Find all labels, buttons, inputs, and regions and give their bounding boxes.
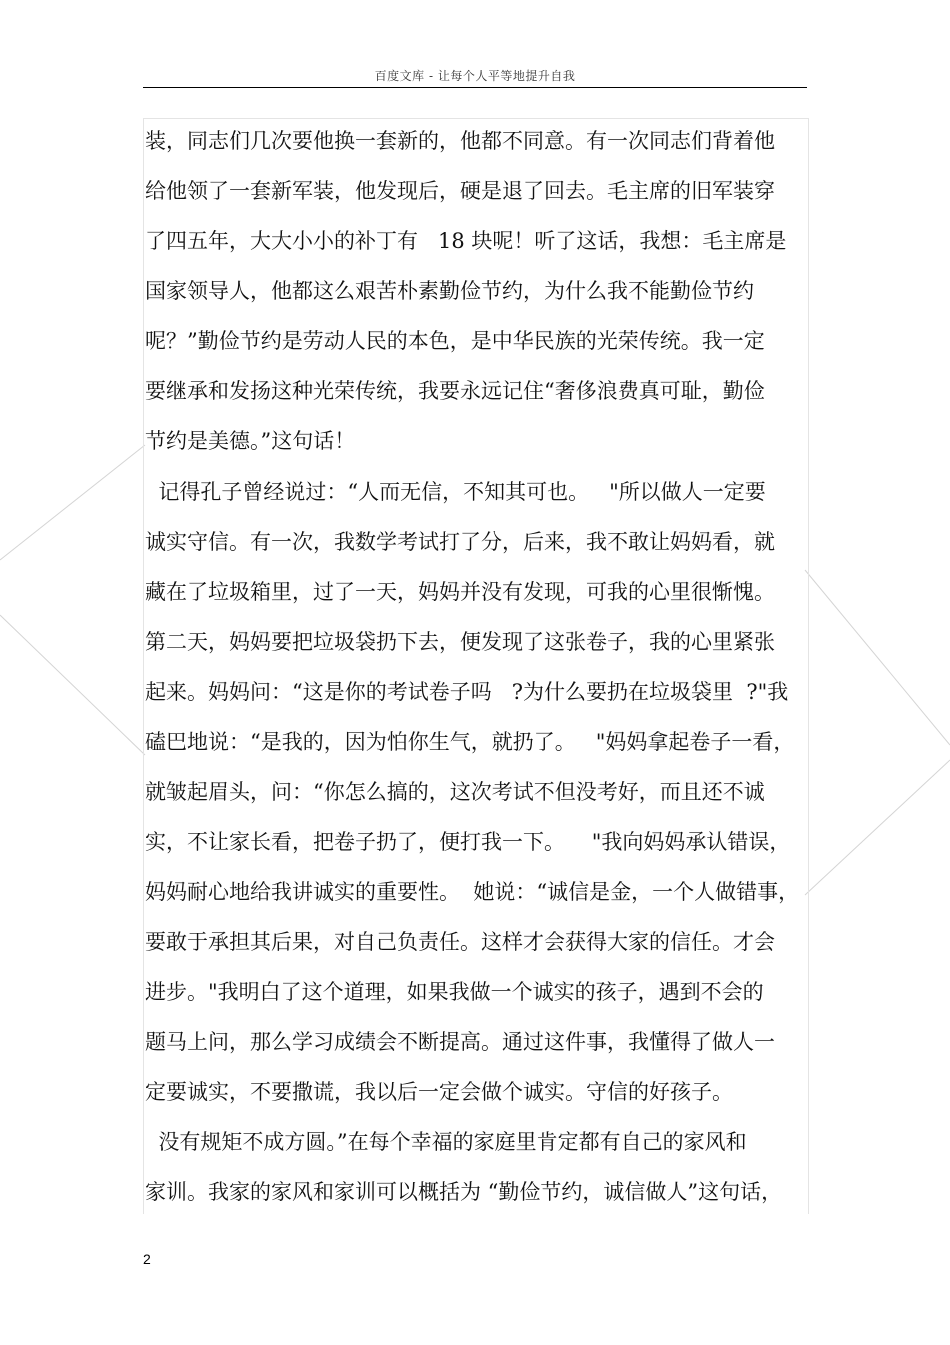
page-header	[143, 62, 807, 88]
body-line: 实，不让家长看，把卷子扔了，便打我一下。 "我向妈妈承认错误，	[145, 830, 791, 854]
body-line: 要敢于承担其后果，对自己负责任。这样才会获得大家的信任。才会	[145, 930, 775, 954]
watermark-line	[0, 445, 145, 560]
body-line: 呢？”勤俭节约是劳动人民的本色，是中华民族的光荣传统。我一定	[145, 329, 765, 353]
watermark-line	[805, 760, 950, 895]
body-line: 藏在了垃圾箱里，过了一天，妈妈并没有发现，可我的心里很惭愧。	[145, 580, 775, 604]
watermark-line	[0, 615, 145, 755]
body-line: 给他领了一套新军装，他发现后，硬是退了回去。毛主席的旧军装穿	[145, 179, 775, 203]
body-line: 要继承和发扬这种光荣传统，我要永远记住“奢侈浪费真可耻，勤俭	[145, 379, 765, 403]
body-line: 诚实守信。有一次，我数学考试打了分，后来，我不敢让妈妈看，就	[145, 530, 775, 554]
body-line: 起来。妈妈问：“这是你的考试卷子吗 ?为什么要扔在垃圾袋里 ?"我	[145, 680, 789, 704]
body-line: 国家领导人，他都这么艰苦朴素勤俭节约，为什么我不能勤俭节约	[145, 279, 754, 303]
body-line: 节约是美德。”这句话！	[145, 429, 356, 453]
body-line: 就皱起眉头，问：“你怎么搞的，这次考试不但没考好，而且还不诚	[145, 780, 765, 804]
body-line: 没有规矩不成方圆。”在每个幸福的家庭里肯定都有自己的家风和	[145, 1130, 747, 1154]
body-line: 妈妈耐心地给我讲诚实的重要性。 她说：“诚信是金，一个人做错事，	[145, 880, 800, 904]
body-line: 磕巴地说：“是我的，因为怕你生气，就扔了。 "妈妈拿起卷子一看，	[145, 730, 795, 754]
body-line: 定要诚实，不要撒谎，我以后一定会做个诚实。守信的好孩子。	[145, 1080, 733, 1104]
page-number: 2	[143, 1251, 151, 1267]
header-title: 百度文库 - 让每个人平等地提升自我	[374, 69, 576, 83]
body-line: 了四五年，大大小小的补丁有 18 块呢！听了这话，我想：毛主席是	[145, 229, 787, 253]
body-line: 装，同志们几次要他换一套新的，他都不同意。有一次同志们背着他	[145, 129, 775, 153]
body-line: 题马上问，那么学习成绩会不断提高。通过这件事，我懂得了做人一	[145, 1030, 775, 1054]
body-line: 家训。我家的家风和家训可以概括为 “勤俭节约，诚信做人”这句话，	[145, 1180, 783, 1204]
body-line: 记得孔子曾经说过：“人而无信，不知其可也。 "所以做人一定要	[145, 480, 766, 504]
watermark-line	[805, 570, 950, 745]
body-line: 进步。"我明白了这个道理，如果我做一个诚实的孩子，遇到不会的	[145, 980, 764, 1004]
body-line: 第二天，妈妈要把垃圾袋扔下去，便发现了这张卷子，我的心里紧张	[145, 630, 775, 654]
